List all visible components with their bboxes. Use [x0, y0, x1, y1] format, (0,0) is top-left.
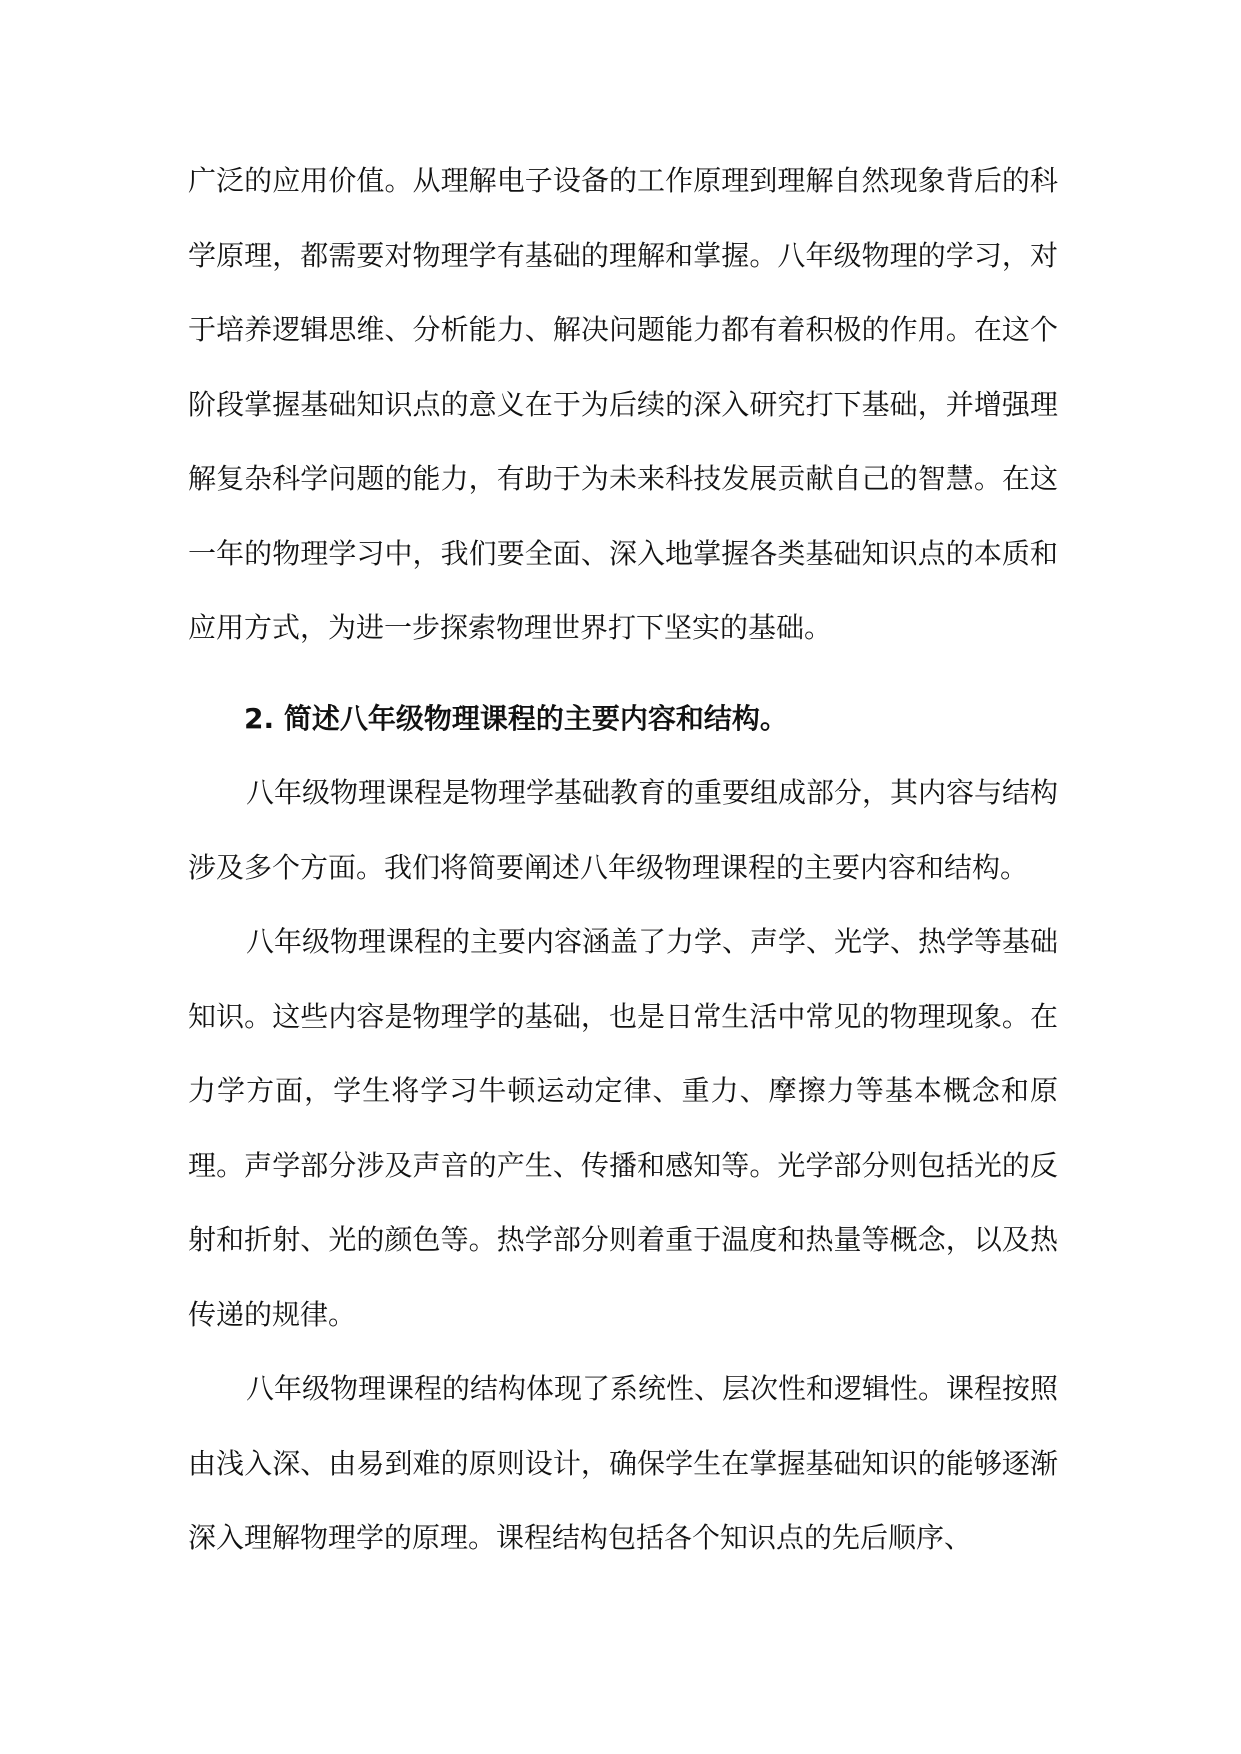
- section-paragraph-2: 八年级物理课程的主要内容涵盖了力学、声学、光学、热学等基础知识。这些内容是物理学的基础，也是日常生活中常见的物理现象。在力学方面，学生将学习牛顿运动定律、重力、摩擦力等基本概念和原理。声学部分涉及声音的产生、传播和感知等。光学部分则包括光的反射和折射、光的颜色等。热学部分则着重于温度和热量等概念，以及热传递的规律。: [188, 925, 1059, 1331]
- section-paragraph-3: 八年级物理课程的结构体现了系统性、层次性和逻辑性。课程按照由浅入深、由易到难的原则设计，确保学生在掌握基础知识的能够逐渐深入理解物理学的原理。课程结构包括各个知识点的先后顺序、: [188, 1372, 1059, 1554]
- continued-paragraph: 广泛的应用价值。从理解电子设备的工作原理到理解自然现象背后的科学原理，都需要对物理学有基础的理解和掌握。八年级物理的学习，对于培养逻辑思维、分析能力、解决问题能力都有着积极的作用。在这个阶段掌握基础知识点的意义在于为后续的深入研究打下基础，并增强理解复杂科学问题的能力，有助于为未来科技发展贡献自己的智慧。在这一年的物理学习中，我们要全面、深入地掌握各类基础知识点的本质和应用方式，为进一步探索物理世界打下坚实的基础。: [188, 164, 1058, 644]
- section-paragraph-1: 八年级物理课程是物理学基础教育的重要组成部分，其内容与结构涉及多个方面。我们将简要阐述八年级物理课程的主要内容和结构。: [188, 776, 1059, 884]
- document-body: [188, 144, 1058, 1576]
- section-heading: 2. 简述八年级物理课程的主要内容和结构。: [244, 701, 788, 735]
